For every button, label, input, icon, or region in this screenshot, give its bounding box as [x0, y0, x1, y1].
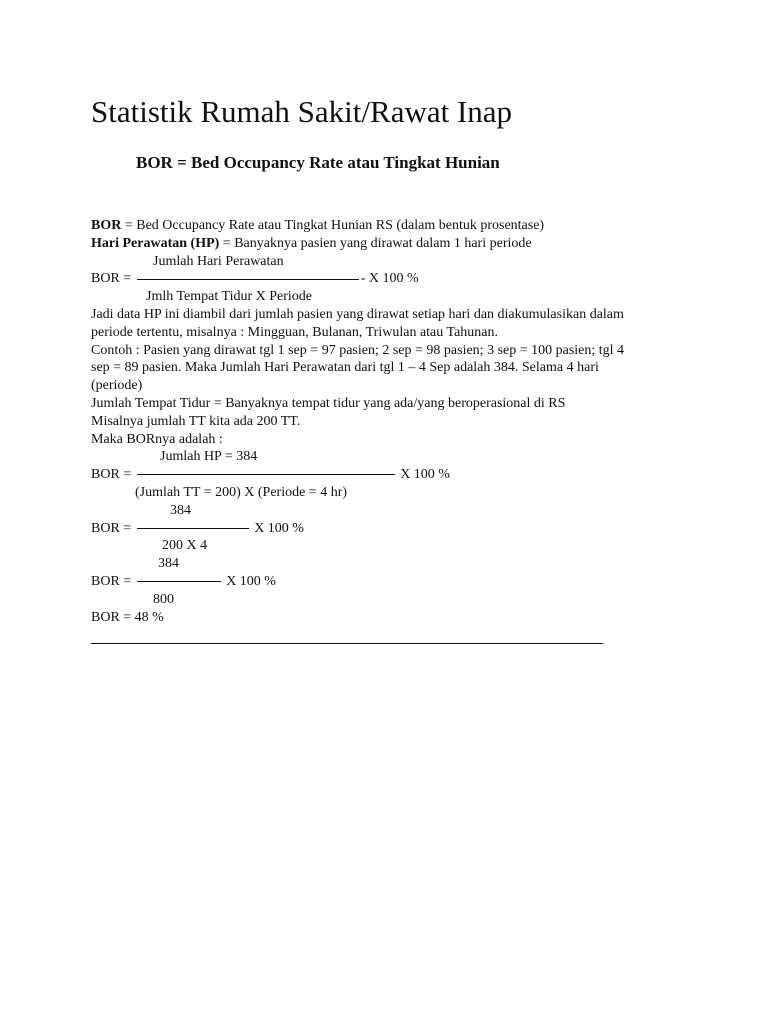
formula1-line [91, 270, 681, 288]
calc1-lhs: BOR = [91, 467, 135, 483]
calc3-numerator: 384 [158, 556, 179, 572]
fraction-bar [137, 474, 395, 475]
result-line: BOR = 48 % [91, 609, 164, 625]
calc3-line [91, 573, 681, 591]
formula1-denominator: Jmlh Tempat Tidur X Periode [146, 289, 312, 305]
paragraph-line: Jadi data HP ini diambil dari jumlah pasien yang dirawat setiap hari dan diakumulasikan dalam [91, 306, 624, 322]
calc3-denominator: 800 [153, 591, 174, 607]
page-title: Statistik Rumah Sakit/Rawat Inap [91, 94, 513, 129]
formula1-rhs: - X 100 % [360, 271, 419, 287]
paragraph-line: Jumlah Tempat Tidur = Banyaknya tempat tidur yang ada/yang beroperasional di RS [91, 395, 566, 411]
calc2-lhs: BOR = [91, 520, 135, 536]
fraction-bar [137, 581, 221, 582]
page-subtitle: BOR = Bed Occupancy Rate atau Tingkat Hunian [136, 153, 500, 172]
definition-hp [91, 235, 681, 253]
formula1-numerator: Jumlah Hari Perawatan [153, 253, 284, 269]
fraction-bar [137, 528, 249, 529]
calc1-numerator: Jumlah HP = 384 [160, 449, 258, 465]
formula1-lhs: BOR = [91, 271, 135, 287]
calc1-rhs: X 100 % [396, 467, 450, 483]
paragraph-line: Maka BORnya adalah : [91, 431, 223, 447]
definition-bor-text: = Bed Occupancy Rate atau Tingkat Hunian RS (dalam bentuk prosentase) [121, 218, 545, 233]
definition-hp-text: = Banyaknya pasien yang dirawat dalam 1 hari periode [219, 235, 532, 251]
definition-hp-term: Hari Perawatan (HP) [91, 235, 220, 251]
paragraph-line: sep = 89 pasien. Maka Jumlah Hari Perawatan dari tgl 1 – 4 Sep adalah 384. Selama 4 hari [91, 360, 599, 376]
calc1-denominator: (Jumlah TT = 200) X (Periode = 4 hr) [135, 484, 348, 500]
calc3-rhs: X 100 % [222, 573, 276, 589]
calc2-rhs: X 100 % [250, 520, 304, 536]
calc2-numerator: 384 [170, 502, 191, 518]
paragraph-line: (periode) [91, 378, 143, 394]
definition-bor-term: BOR [91, 218, 122, 233]
calc1-line [91, 466, 681, 484]
calc2-denominator: 200 X 4 [162, 538, 208, 554]
calc3-lhs: BOR = [91, 573, 135, 589]
paragraph-line: Misalnya jumlah TT kita ada 200 TT. [91, 413, 301, 429]
fraction-bar [137, 279, 359, 280]
horizontal-rule [91, 643, 603, 644]
document-body [91, 217, 681, 626]
calc2-line [91, 520, 681, 538]
paragraph-line: Contoh : Pasien yang dirawat tgl 1 sep = 97 pasien; 2 sep = 98 pasien; 3 sep = 100 pasien; tgl 4 [91, 342, 625, 358]
paragraph-line: periode tertentu, misalnya : Mingguan, Bulanan, Triwulan atau Tahunan. [91, 324, 499, 340]
definition-bor [91, 217, 681, 235]
